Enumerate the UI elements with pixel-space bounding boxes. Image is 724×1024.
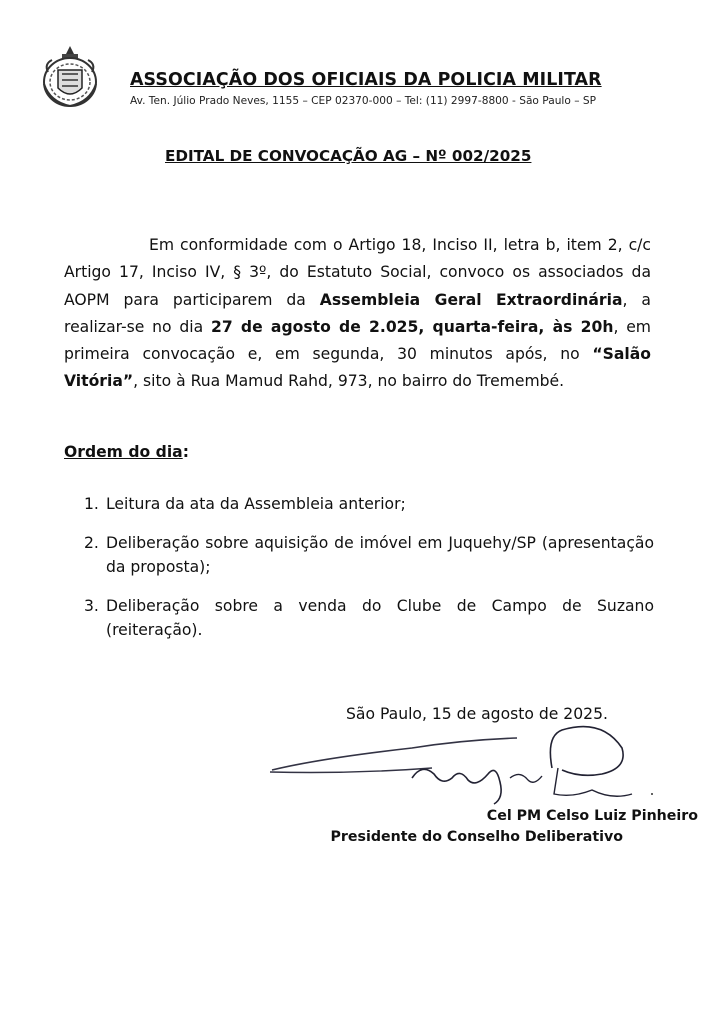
list-item: [84, 531, 654, 579]
meeting-date: 27 de agosto de 2.025, quarta-feira, às 20h: [210, 317, 614, 336]
list-item-number: 1.: [84, 495, 99, 513]
police-crest-icon: [40, 44, 100, 108]
agenda-heading: [64, 443, 189, 461]
list-item-text: Deliberação sobre a venda do Clube de Campo de Suzano (reiteração).: [106, 597, 654, 639]
convocation-paragraph: [64, 232, 651, 396]
document-title: EDITAL DE CONVOCAÇÃO AG – Nº 002/2025: [165, 147, 532, 165]
organization-name: ASSOCIAÇÃO DOS OFICIAIS DA POLICIA MILITAR: [130, 70, 602, 90]
body-text-part2: , a realizar-se no dia: [64, 290, 651, 336]
signer-role: Presidente do Conselho Deliberativo: [330, 829, 623, 845]
body-text-part4: , sito à Rua Mamud Rahd, 973, no bairro do Tremembé.: [133, 372, 565, 391]
list-item-text: Deliberação sobre aquisição de imóvel em Juquehy/SP (apresentação da proposta);: [106, 534, 654, 576]
handwritten-signature: [262, 708, 662, 808]
body-text-part1: Em conformidade com o Artigo 18, Inciso II, letra b, item 2, c/c Artigo 17, Inciso IV, § 3º, do Estatuto Social, convoco os associados da AOPM para participarem da: [64, 236, 651, 309]
list-item-number: 3.: [84, 597, 99, 615]
list-item-number: 2.: [84, 534, 99, 552]
signer-name: Cel PM Celso Luiz Pinheiro: [486, 808, 698, 824]
assembly-name: Assembleia Geral Extraordinária: [319, 290, 623, 309]
place-and-date: São Paulo, 15 de agosto de 2025.: [346, 705, 608, 723]
agenda-heading-colon: :: [182, 443, 189, 461]
list-item-text: Leitura da ata da Assembleia anterior;: [106, 495, 406, 513]
agenda-list: [84, 492, 654, 657]
agenda-heading-text: Ordem do dia: [64, 443, 183, 461]
organization-address: Av. Ten. Júlio Prado Neves, 1155 – CEP 02370-000 – Tel: (11) 2997-8800 - São Paulo – SP: [130, 95, 596, 107]
list-item: [84, 492, 654, 516]
venue-name: “Salão Vitória”: [64, 345, 651, 391]
list-item: [84, 594, 654, 642]
body-text-part3: , em primeira convocação e, em segunda, 30 minutos após, no: [64, 317, 652, 364]
